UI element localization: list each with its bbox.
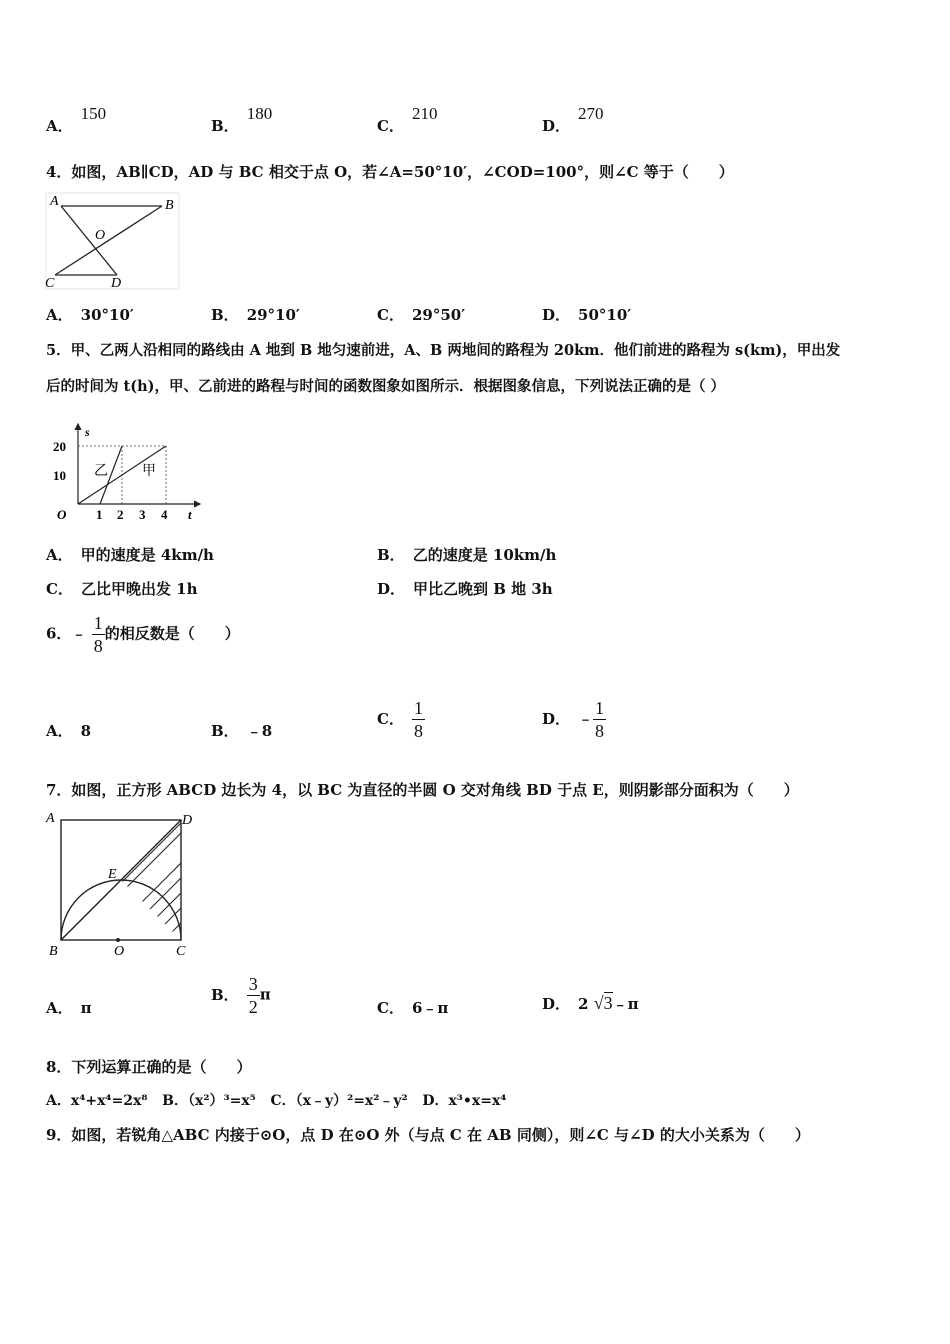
q7-option-c	[377, 997, 448, 1018]
q8-option-b	[162, 1093, 256, 1109]
option-label: C．	[377, 117, 404, 135]
point-a-label: A	[50, 194, 59, 209]
q3-option-c	[377, 104, 438, 136]
point-o-label: O	[114, 944, 125, 959]
option-fraction	[247, 973, 260, 1018]
sqrt-symbol: √	[593, 993, 604, 1013]
point-e-label: E	[108, 867, 117, 882]
option-label: D．	[542, 117, 571, 135]
point-a-label: A	[46, 811, 55, 826]
option-label: A．	[46, 999, 73, 1017]
option-value: 150	[80, 104, 107, 123]
option-fraction	[593, 697, 606, 742]
option-value: x³•x=x⁴	[448, 1093, 507, 1109]
q4-option-b	[211, 304, 300, 325]
point-d-label: D	[111, 276, 122, 291]
q6-fraction	[92, 612, 105, 657]
q8-options	[46, 1090, 506, 1110]
point-d-label: D	[182, 813, 193, 828]
point-o-label: O	[95, 228, 106, 243]
option-value: 乙比甲晚出发 1h	[80, 580, 198, 598]
q5-stem-line2: 后的时间为 t(h)，甲、乙前进的路程与时间的函数图象如图所示．根据图象信息，下列说法正确的是（ ）	[46, 378, 726, 395]
x-tick-1: 1	[96, 507, 103, 522]
q3-option-d	[542, 104, 604, 136]
q5-option-a	[46, 544, 214, 565]
option-label: C．	[46, 580, 73, 598]
option-label: C．	[377, 709, 404, 728]
x-tick-2: 2	[117, 507, 124, 522]
option-prefix: 2	[578, 995, 589, 1013]
option-suffix: ﹣π	[612, 995, 639, 1013]
option-value: 乙的速度是 10km/h	[412, 546, 557, 564]
option-fraction	[412, 697, 425, 742]
option-label: A．	[46, 117, 73, 135]
s-axis-label: s	[85, 425, 90, 439]
q6-minus: ﹣	[71, 624, 87, 643]
option-label: A．	[46, 306, 73, 324]
option-value: x⁴+x⁴=2x⁸	[70, 1093, 148, 1109]
option-value: 30°10′	[80, 306, 134, 324]
option-value: π	[80, 999, 92, 1017]
q6-option-b	[211, 720, 272, 741]
point-b-label: B	[165, 198, 174, 213]
origin-label: O	[57, 507, 67, 522]
q5-option-c	[46, 578, 198, 599]
option-minus: ﹣	[578, 709, 594, 728]
frac-numerator: 1	[595, 698, 605, 718]
option-label: B．	[211, 722, 239, 740]
q9-stem: 9．如图，若锐角△ABC 内接于⊙O，点 D 在⊙O 外（与点 C 在 AB 同侧），则∠C 与∠D 的大小关系为（ ）	[46, 1126, 810, 1144]
option-label: C．	[377, 306, 404, 324]
option-label: C．	[270, 1093, 296, 1109]
q5-option-d	[377, 578, 553, 599]
option-value: ﹣8	[246, 722, 273, 740]
q6-option-c	[377, 697, 425, 742]
point-c-label: C	[45, 276, 55, 291]
option-value: 29°50′	[411, 306, 466, 324]
option-value: （x²）³=x⁵	[187, 1093, 256, 1109]
option-label: D．	[542, 306, 571, 324]
q4-figure	[45, 192, 185, 292]
option-value: 270	[578, 104, 604, 123]
q6-option-a	[46, 720, 91, 741]
radicand: 3	[603, 993, 613, 1013]
option-label: A．	[46, 546, 73, 564]
series-jia-label: 甲	[142, 463, 156, 479]
q3-option-b	[211, 104, 273, 136]
q5-option-b	[377, 544, 556, 565]
q6-number: 6．	[46, 624, 72, 643]
frac-numerator: 3	[248, 974, 258, 994]
q5-stem-line1: 5．甲、乙两人沿相同的路线由 A 地到 B 地匀速前进，A、B 两地间的路程为 20km．他们前进的路程为 s(km)，甲出发	[46, 342, 841, 359]
frac-denominator: 8	[595, 721, 605, 741]
frac-denominator: 2	[248, 997, 258, 1017]
option-value: 50°10′	[578, 306, 632, 324]
option-label: B．	[211, 306, 239, 324]
x-tick-4: 4	[161, 507, 168, 522]
option-label: D．	[542, 995, 571, 1013]
point-c-label: C	[176, 944, 186, 959]
q7-option-d	[542, 993, 639, 1014]
option-label: B．	[211, 985, 239, 1004]
q8-option-a	[46, 1093, 148, 1109]
q8-option-c	[270, 1093, 407, 1109]
series-yi-label: 乙	[94, 463, 108, 479]
q4-stem: 4．如图，AB∥CD，AD 与 BC 相交于点 O，若∠A=50°10′，∠COD=100°，则∠C 等于（ ）	[46, 163, 734, 181]
q7-figure	[44, 810, 204, 960]
option-value: 6﹣π	[411, 999, 449, 1017]
q7-option-b	[211, 973, 271, 1018]
option-value: 29°10′	[246, 306, 300, 324]
option-label: B．	[377, 546, 405, 564]
q6-option-d	[542, 697, 606, 742]
frac-denominator: 8	[93, 636, 103, 656]
option-label: D．	[377, 580, 406, 598]
q4-option-a	[46, 304, 134, 325]
option-value: 210	[411, 104, 438, 123]
point-b-label: B	[49, 944, 58, 959]
option-value: 180	[246, 104, 273, 123]
q4-option-d	[542, 304, 631, 325]
y-tick-20: 20	[53, 439, 66, 454]
x-tick-3: 3	[139, 507, 146, 522]
option-value: 甲比乙晚到 B 地 3h	[413, 580, 553, 598]
option-label: A．	[46, 722, 73, 740]
t-axis-label: t	[188, 507, 192, 522]
q7-stem: 7．如图，正方形 ABCD 边长为 4，以 BC 为直径的半圆 O 交对角线 BD 于点 E，则阴影部分面积为（ ）	[46, 781, 799, 799]
q3-option-a	[46, 104, 107, 136]
option-label: C．	[377, 999, 404, 1017]
q6-stem	[46, 612, 240, 657]
y-tick-10: 10	[53, 468, 66, 483]
frac-denominator: 8	[413, 721, 423, 741]
option-label: B．	[211, 117, 239, 135]
frac-numerator: 1	[413, 698, 423, 718]
option-label: D．	[542, 709, 571, 728]
option-value: （x﹣y）²=x²﹣y²	[295, 1093, 408, 1109]
option-value: 8	[80, 722, 92, 740]
option-label: B．	[162, 1093, 188, 1109]
q7-option-a	[46, 997, 92, 1018]
q6-tail: 的相反数是（ ）	[104, 624, 240, 643]
q8-stem: 8．下列运算正确的是（ ）	[46, 1058, 252, 1076]
frac-numerator: 1	[93, 613, 103, 633]
option-label: D．	[422, 1093, 449, 1109]
q5-graph	[50, 418, 210, 526]
q4-option-c	[377, 304, 465, 325]
option-suffix: π	[259, 985, 271, 1004]
option-label: A．	[46, 1093, 71, 1109]
option-value: 甲的速度是 4km/h	[80, 546, 214, 564]
q8-option-d	[422, 1093, 506, 1109]
